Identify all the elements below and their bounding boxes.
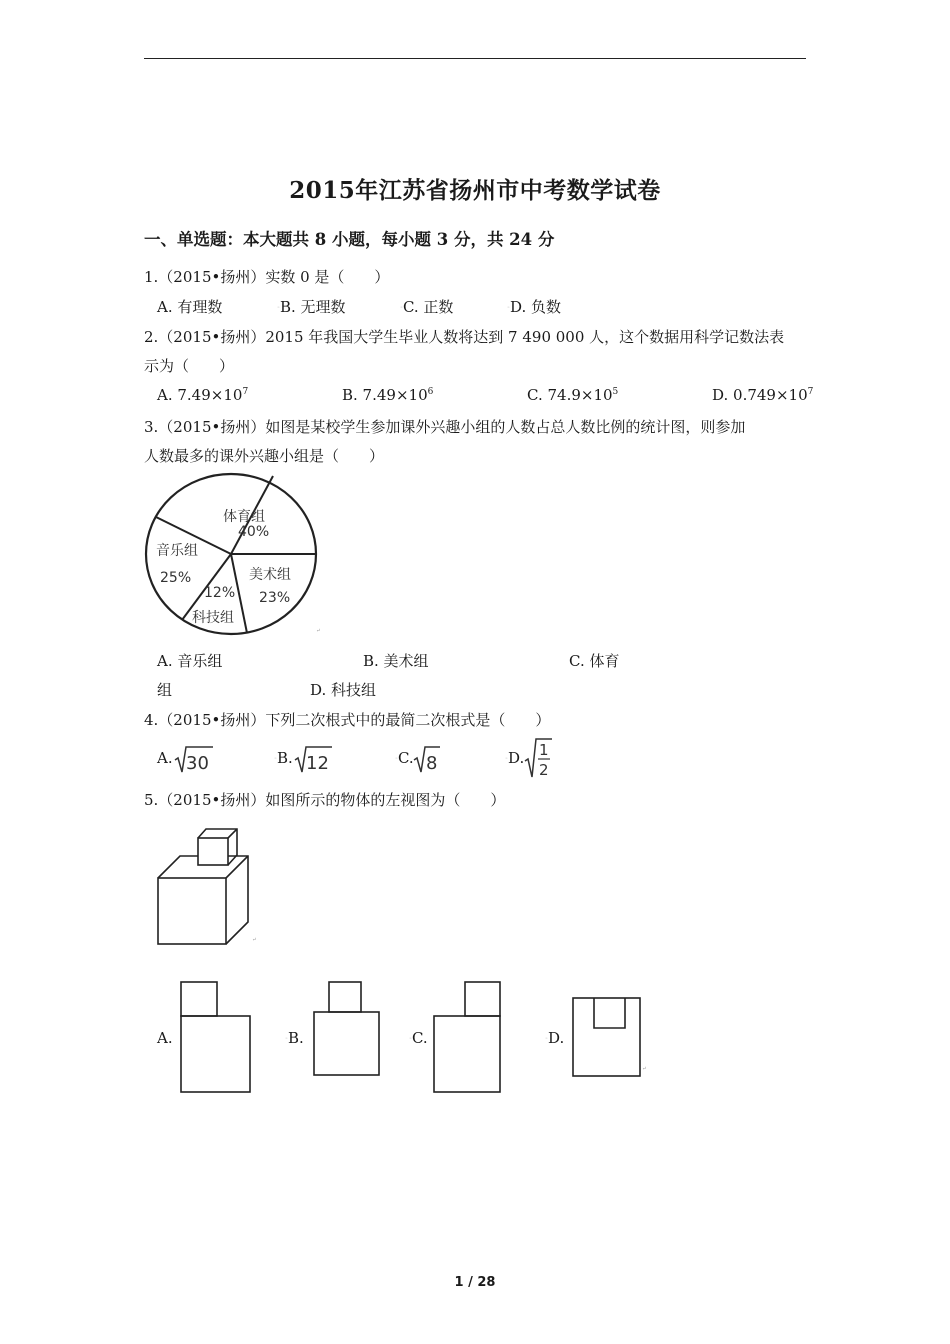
top-square — [329, 982, 361, 1012]
q4-option-a-label: A. — [157, 749, 173, 767]
q4-option-c-radicand: 8 — [426, 753, 438, 774]
q3-option-c-wrap: 组 — [157, 681, 173, 699]
anchor-mark: ↵ — [252, 937, 257, 943]
interest-group-pie-chart — [140, 470, 330, 642]
q1-option-a: A. 有理数 — [157, 298, 223, 316]
pie-label-tech-name: 科技组 — [192, 610, 234, 626]
q5-stem: 5.（2015•扬州）如图所示的物体的左视图为（ ） — [144, 791, 506, 809]
q5-option-b-label: ◦B. — [285, 1029, 304, 1047]
q5-option-c-label: ◦C. — [409, 1029, 428, 1047]
page-indicator: 1 / 28 — [454, 1275, 496, 1290]
q3-stem-line2: 人数最多的课外兴趣小组是（ ） — [144, 447, 385, 465]
q4-option-d-sqrt — [524, 737, 554, 779]
anchor-mark: ↵ — [316, 628, 321, 634]
q4-option-b-sqrt — [294, 744, 334, 774]
bottom-square — [314, 1012, 379, 1075]
anchor-mark: ↵ — [642, 1066, 647, 1072]
outer-square — [573, 998, 640, 1076]
q4-option-c-sqrt — [413, 744, 443, 774]
section-heading: 一、单选题：本大题共 8 小题，每小题 3 分，共 24 分 — [144, 230, 555, 249]
q3-option-c: C. 体育 — [569, 652, 620, 670]
q1-option-b: ◦B. 无理数 — [277, 298, 346, 316]
q4-option-d-numerator: 1 — [539, 741, 549, 759]
pie-label-art-percent: 23% — [259, 590, 291, 606]
top-square — [465, 982, 500, 1016]
q1-option-d: ◦D. 负数 — [507, 298, 561, 316]
bottom-square — [434, 1016, 500, 1092]
big-cube-diagonal-edge — [226, 856, 248, 878]
small-cube-diagonal-edge — [228, 829, 237, 838]
q5-option-d-view — [570, 995, 647, 1079]
big-cube-front-face — [158, 878, 226, 944]
pie-label-sport-percent: 40% — [238, 524, 270, 540]
q2-option-d: D. $0.749\times 10^7$ — [712, 386, 814, 404]
q3-option-a: A. 音乐组 — [157, 652, 223, 670]
small-cube-front-face — [198, 838, 228, 865]
top-square — [181, 982, 217, 1016]
pie-label-sport-name: 体育组 — [223, 509, 265, 525]
q4-option-a-radicand: 30 — [186, 753, 209, 774]
q4-option-d-label: ◦D. — [505, 749, 525, 767]
header-rule — [144, 58, 806, 59]
q5-option-a-label: A. — [157, 1029, 173, 1047]
page-title: 2015年江苏省扬州市中考数学试卷 — [289, 177, 661, 204]
pie-label-music-name: 音乐组 — [156, 543, 198, 559]
q4-option-b-label: ◦B. — [274, 749, 293, 767]
q3-stem-line1: 3.（2015•扬州）如图是某校学生参加课外兴趣小组的人数占总人数比例的统计图，则参加 — [144, 418, 746, 436]
inner-notch — [594, 998, 625, 1028]
bottom-square — [181, 1016, 250, 1092]
q4-option-d-denominator: 2 — [539, 761, 549, 779]
q2-stem-line2: 示为（ ） — [144, 357, 235, 375]
q5-option-c-view — [432, 980, 504, 1094]
pie-label-art-name: 美术组 — [249, 567, 291, 583]
q4-option-c-label: ◦C. — [395, 749, 414, 767]
q5-option-a-view — [176, 980, 256, 1094]
q2-option-c: C. $74.9\times 10^5$ — [527, 386, 619, 404]
pie-label-tech-percent: 12% — [204, 585, 236, 601]
q4-stem: 4.（2015•扬州）下列二次根式中的最简二次根式是（ ） — [144, 711, 551, 729]
q3-option-d: D. 科技组 — [310, 681, 377, 699]
q4-option-b-radicand: 12 — [306, 753, 329, 774]
q1-option-c: ◦C. 正数 — [400, 298, 454, 316]
q4-option-a-sqrt — [174, 744, 214, 774]
q2-option-b: B. $7.49\times 10^6$ — [342, 386, 434, 404]
pie-label-music-percent: 25% — [160, 570, 192, 586]
q2-stem-line1: 2.（2015•扬州）2015 年我国大学生毕业人数将达到 7 490 000 人，这个数据用科学记数法表 — [144, 328, 785, 346]
q3-option-b: B. 美术组 — [363, 652, 429, 670]
q1-stem: 1.（2015•扬州）实数 0 是（ ） — [144, 268, 390, 286]
q5-solid-figure — [150, 822, 265, 952]
q5-option-b-view — [310, 980, 382, 1077]
q5-option-d-label: ◦D. — [545, 1029, 565, 1047]
q2-option-a: A. $7.49\times 10^7$ — [157, 386, 249, 404]
